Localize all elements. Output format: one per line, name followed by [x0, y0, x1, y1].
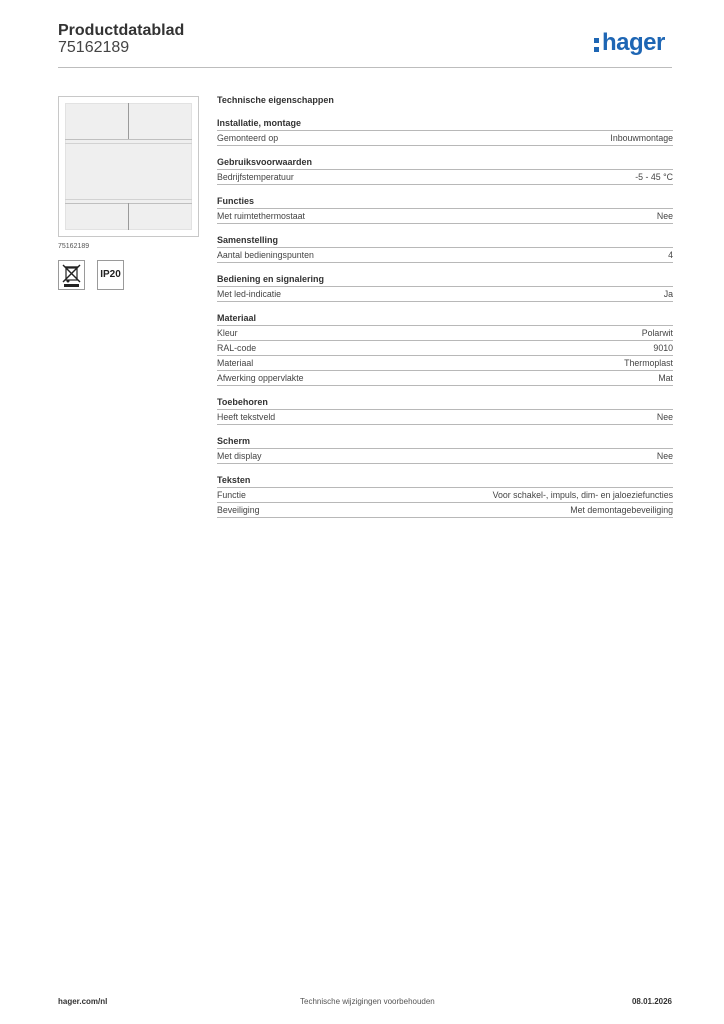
spec-label: Functie	[217, 490, 246, 500]
spec-row	[217, 130, 673, 146]
spec-section	[217, 474, 673, 518]
section-title: Gebruiksvoorwaarden	[217, 157, 313, 167]
spec-row	[217, 169, 673, 185]
spec-section	[217, 435, 673, 464]
section-title: Functies	[217, 196, 255, 206]
spec-value: Mat	[658, 373, 673, 383]
weee-badge	[58, 260, 85, 290]
spec-row	[217, 286, 673, 302]
spec-section	[217, 156, 673, 185]
section-title: Materiaal	[217, 313, 257, 323]
footer-disclaimer: Technische wijzigingen voorbehouden	[300, 997, 435, 1006]
specs-title: Technische eigenschappen	[217, 95, 334, 105]
specs-table	[217, 95, 673, 528]
spec-label: Met ruimtethermostaat	[217, 211, 305, 221]
spec-value: Met demontagebeveiliging	[570, 505, 673, 515]
spec-sections	[217, 117, 673, 518]
product-code: 75162189	[58, 39, 130, 56]
spec-section	[217, 117, 673, 146]
spec-label: Gemonteerd op	[217, 133, 279, 143]
logo-text: hager	[602, 29, 665, 56]
ip-rating-label: IP20	[100, 269, 121, 280]
spec-label: Met led-indicatie	[217, 289, 282, 299]
section-title: Installatie, montage	[217, 118, 302, 128]
page-title: Productdatablad	[58, 22, 185, 39]
crossed-out-wheelie-bin-icon	[59, 261, 84, 289]
spec-row	[217, 247, 673, 263]
section-title: Toebehoren	[217, 397, 268, 407]
spec-section	[217, 195, 673, 224]
spec-value: Ja	[663, 289, 673, 299]
spec-value: -5 - 45 °C	[635, 172, 673, 182]
footer-website: hager.com/nl	[58, 997, 108, 1006]
spec-label: Materiaal	[217, 358, 254, 368]
spec-label: Bedrijfstemperatuur	[217, 172, 294, 182]
spec-section	[217, 234, 673, 263]
spec-label: Kleur	[217, 328, 238, 338]
spec-label: RAL-code	[217, 343, 257, 353]
spec-label: Beveiliging	[217, 505, 260, 515]
spec-value: Inbouwmontage	[610, 133, 673, 143]
spec-value: Nee	[656, 412, 673, 422]
section-title: Bediening en signalering	[217, 274, 325, 284]
switch-panel-illustration	[65, 103, 192, 230]
spec-label: Heeft tekstveld	[217, 412, 276, 422]
spec-row	[217, 208, 673, 224]
logo-dots-icon	[594, 35, 601, 53]
section-title: Teksten	[217, 475, 251, 485]
spec-label: Afwerking oppervlakte	[217, 373, 304, 383]
spec-row	[217, 487, 673, 502]
hager-logo	[594, 29, 665, 57]
spec-label: Aantal bedieningspunten	[217, 250, 314, 260]
header-divider	[58, 67, 672, 68]
section-title: Scherm	[217, 436, 251, 446]
spec-section	[217, 312, 673, 386]
spec-value: Polarwit	[641, 328, 673, 338]
spec-section	[217, 273, 673, 302]
ip-rating-badge	[97, 260, 124, 290]
spec-row	[217, 409, 673, 425]
footer-date: 08.01.2026	[631, 997, 672, 1006]
spec-value: Thermoplast	[624, 358, 673, 368]
spec-row	[217, 325, 673, 340]
spec-label: Met display	[217, 451, 262, 461]
product-image	[58, 96, 199, 237]
spec-value: 9010	[653, 343, 673, 353]
spec-row	[217, 340, 673, 355]
spec-value: Voor schakel-, impuls, dim- en jaloeziefuncties	[492, 490, 673, 500]
spec-section	[217, 396, 673, 425]
spec-value: 4	[668, 250, 673, 260]
image-caption: 75162189	[58, 243, 90, 250]
spec-row	[217, 370, 673, 386]
spec-row	[217, 448, 673, 464]
section-title: Samenstelling	[217, 235, 279, 245]
spec-row	[217, 502, 673, 518]
spec-value: Nee	[656, 451, 673, 461]
spec-value: Nee	[656, 211, 673, 221]
spec-row	[217, 355, 673, 370]
